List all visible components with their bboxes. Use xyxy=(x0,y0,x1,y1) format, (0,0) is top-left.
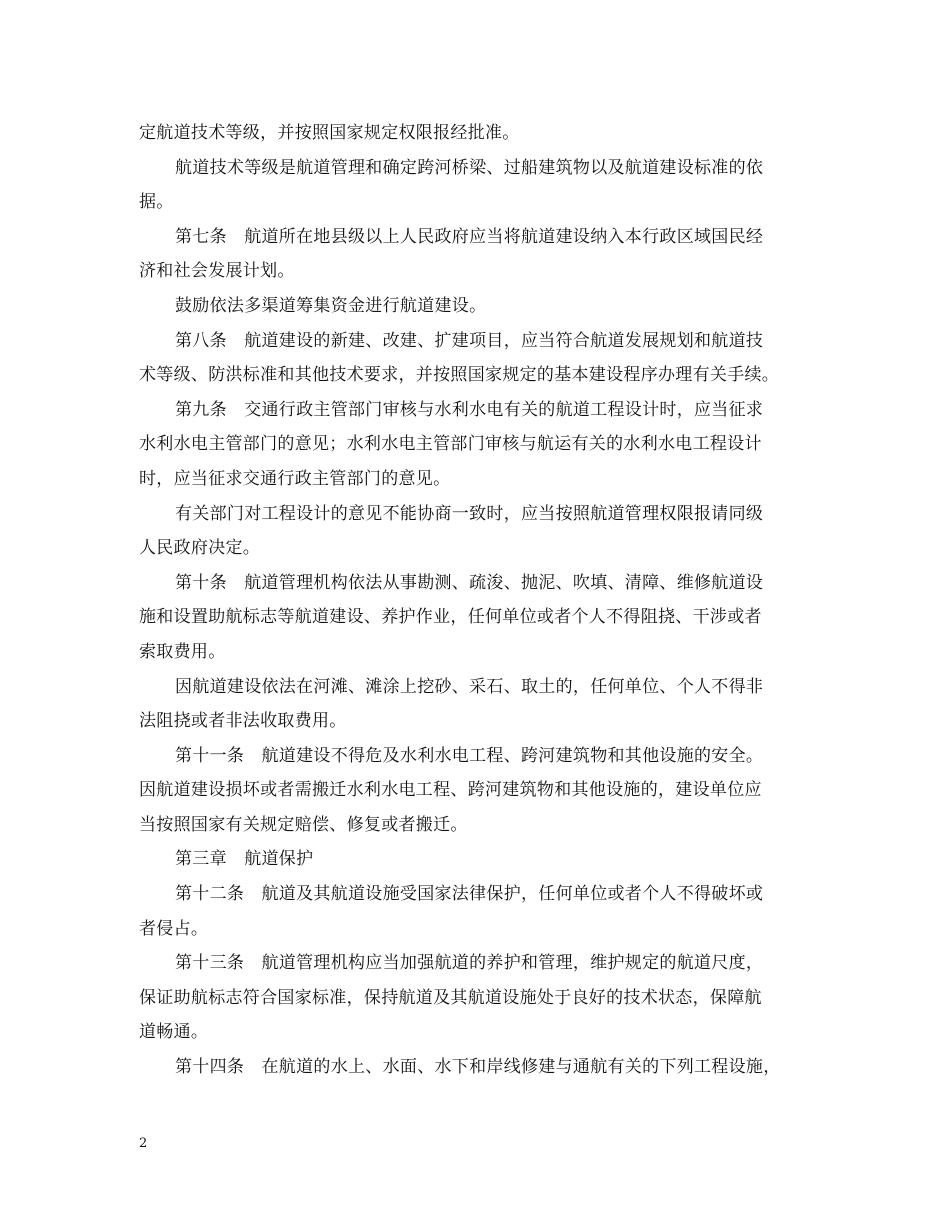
text-line: 第十三条 航道管理机构应当加强航道的养护和管理，维护规定的航道尺度， xyxy=(175,953,764,974)
document-body xyxy=(139,116,819,1085)
text-line: 济和社会发展计划。 xyxy=(139,261,295,282)
text-line: 道畅通。 xyxy=(139,1022,209,1043)
text-line: 第七条 航道所在地县级以上人民政府应当将航道建设纳入本行政区域国民经 xyxy=(175,226,764,247)
text-line: 法阻挠或者非法收取费用。 xyxy=(139,711,347,732)
text-line: 定航道技术等级，并按照国家规定权限报经批准。 xyxy=(139,123,520,143)
page-number: 2 xyxy=(139,1136,148,1151)
text-line: 当按照国家有关规定赔偿、修复或者搬迁。 xyxy=(139,814,468,835)
text-line: 第十条 航道管理机构依法从事勘测、疏浚、抛泥、吹填、清障、维修航道设 xyxy=(175,572,764,593)
text-line: 施和设置助航标志等航道建设、养护作业，任何单位或者个人不得阻挠、干涉或者 xyxy=(139,607,762,628)
text-line: 水利水电主管部门的意见；水利水电主管部门审核与航运有关的水利水电工程设计 xyxy=(139,434,762,455)
text-line: 航道技术等级是航道管理和确定跨河桥梁、过船建筑物以及航道建设标准的依 xyxy=(175,157,764,178)
text-line: 保证助航标志符合国家标准，保持航道及其航道设施处于良好的技术状态，保障航 xyxy=(139,987,762,1008)
text-line: 第九条 交通行政主管部门审核与水利水电有关的航道工程设计时，应当征求 xyxy=(175,399,764,420)
text-line: 因航道建设依法在河滩、滩涂上挖砂、采石、取土的，任何单位、个人不得非 xyxy=(175,676,764,697)
text-line: 术等级、防洪标准和其他技术要求，并按照国家规定的基本建设程序办理有关手续。 xyxy=(139,365,780,386)
text-line: 据。 xyxy=(139,192,174,213)
text-line: 第十四条 在航道的水上、水面、水下和岸线修建与通航有关的下列工程设施， xyxy=(175,1057,781,1078)
text-line: 第十二条 航道及其航道设施受国家法律保护，任何单位或者个人不得破坏或 xyxy=(175,884,764,905)
text-line: 人民政府决定。 xyxy=(139,538,261,559)
text-line: 鼓励依法多渠道筹集资金进行航道建设。 xyxy=(175,295,487,316)
text-line: 索取费用。 xyxy=(139,641,226,662)
text-line: 因航道建设损坏或者需搬迁水利水电工程、跨河建筑物和其他设施的，建设单位应 xyxy=(139,780,762,801)
text-line: 有关部门对工程设计的意见不能协商一致时，应当按照航道管理权限报请同级 xyxy=(175,503,764,524)
text-line: 第八条 航道建设的新建、改建、扩建项目，应当符合航道发展规划和航道技 xyxy=(175,330,764,351)
text-line: 者侵占。 xyxy=(139,918,209,939)
text-line: 第十一条 航道建设不得危及水利水电工程、跨河建筑物和其他设施的安全。 xyxy=(175,745,764,766)
text-line: 第三章 航道保护 xyxy=(175,849,314,870)
text-line: 时，应当征求交通行政主管部门的意见。 xyxy=(139,468,451,489)
